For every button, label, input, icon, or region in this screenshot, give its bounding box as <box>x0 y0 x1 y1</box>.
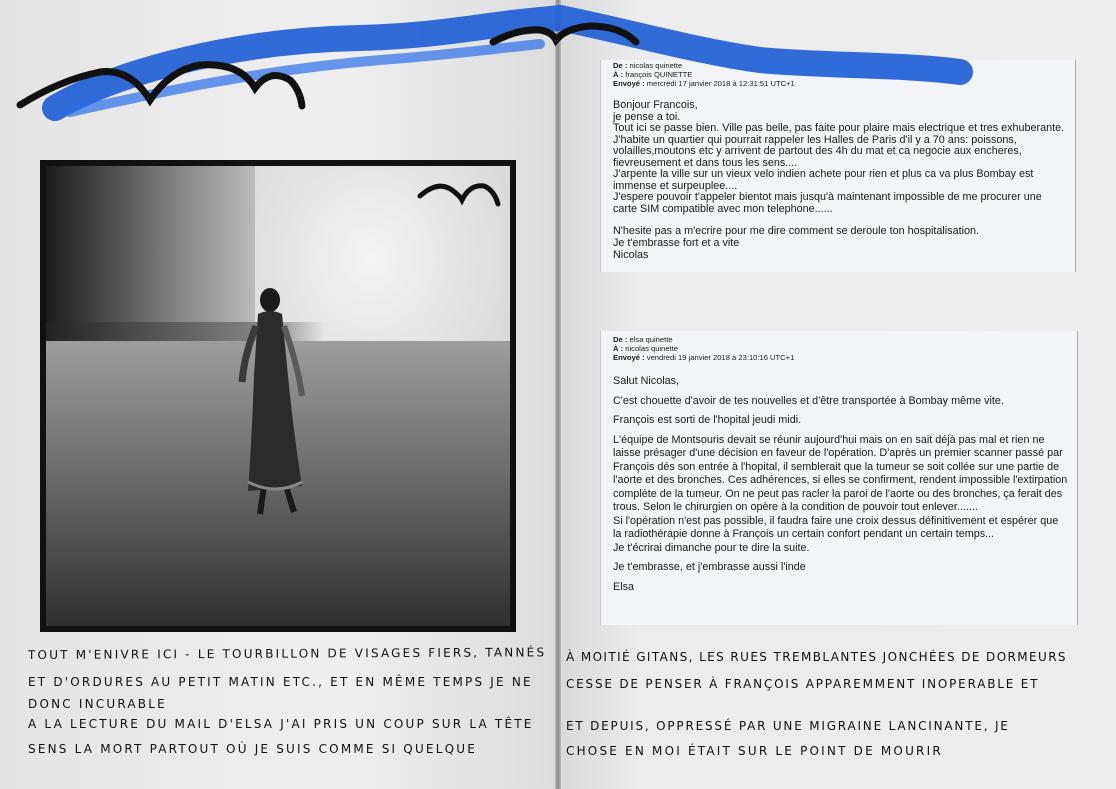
signature: Elsa <box>613 580 635 593</box>
handwriting-left-line-1: TOUT M'ENIVRE ICI - LE TOURBILLON DE VISAGES FIERS, TANNÉS <box>27 645 547 662</box>
handwriting-right-line-1: À MOITIÉ GITANS, LES RUES TREMBLANTES JONCHÉES DE DORMEURS <box>566 650 1067 664</box>
paragraph-3: L'équipe de Montsouris devait se réunir aujourd'hui mais on en sait déjà pas mal et rien ne laisse présager d'une décision en faveur de l'opération. D'après un premier scanner passé par François dés son entrée à l'hopital, il semblerait que la tumeur se soit collée sur une partie de l'aorte et des bronches. Ces adhérences, si elles se confirment, rendent impossible l'extirpation complète de la tumeur. On ne peut pas racler la paroi de l'aorte ou des bronches, ça ferait des trous. Selon le chirurgien on opère à la condition de pouvoir tout enlever....... <box>613 433 1068 513</box>
handwriting-left-line-4: A LA LECTURE DU MAIL D'ELSA J'AI PRIS UN COUP SUR LA TÊTE <box>28 717 534 731</box>
from-label: De : <box>613 61 628 70</box>
handwriting-right-line-2: CESSE DE PENSER À FRANÇOIS APPAREMMENT INOPERABLE ET <box>566 677 1040 691</box>
paragraph-1: Tout ici se passe bien. Ville pas belle, pas faite pour plaire mais electrique et tres exhuberante. J'habite un quartier qui pourrait rappeler les Halles de Paris d'il y a 70 ans: poissons, volailles,moutons etc y arrivent de partout des 4h du mat et ca negocie aux encheres, fievreusement et dans tous les sens.... <box>613 122 1065 169</box>
to-value: nicolas quinette <box>625 344 679 353</box>
greeting: Salut Nicolas, <box>613 375 680 387</box>
email-body <box>613 100 1068 249</box>
photo-woman-figure <box>236 286 306 516</box>
from-value: nicolas quinette <box>629 61 683 70</box>
handwriting-left-line-2: ET D'ORDURES AU PETIT MATIN ETC., ET EN MÊME TEMPS JE NE <box>28 675 533 689</box>
street-photograph-frame <box>40 160 516 632</box>
email-nicolas-to-francois <box>600 60 1076 272</box>
handwriting-left-line-5: SENS LA MORT PARTOUT OÙ JE SUIS COMME SI QUELQUE <box>28 742 478 756</box>
sent-value: mercredi 17 janvier 2018 à 12:31:51 UTC+1 <box>646 79 795 88</box>
closing: Je t'embrasse fort et a vite <box>613 236 740 249</box>
to-label: À : <box>613 70 624 79</box>
from-value: elsa quinette <box>629 335 673 344</box>
handwriting-left-line-3: DONC INCURABLE <box>28 697 167 711</box>
email-body <box>613 375 1068 594</box>
handwriting-right-line-4: ET DEPUIS, OPPRESSÉ PAR UNE MIGRAINE LANCINANTE, JE <box>566 719 1010 733</box>
sent-value: vendredi 19 janvier 2018 à 23:10:16 UTC+1 <box>646 353 795 362</box>
signature: Nicolas <box>613 249 649 261</box>
to-value: françois QUINETTE <box>625 70 693 79</box>
paragraph-4: N'hesite pas a m'ecrire pour me dire comment se deroule ton hospitalisation. <box>613 225 979 237</box>
sent-label: Envoyé : <box>613 79 645 88</box>
sent-label: Envoyé : <box>613 353 645 362</box>
email-header <box>613 335 794 362</box>
handwriting-right-line-5: CHOSE EN MOI ÉTAIT SUR LE POINT DE MOURIR <box>566 744 943 758</box>
paragraph-5: Je t'écrirai dimanche pour te dire la suite. <box>613 541 810 554</box>
to-label: À : <box>613 344 624 353</box>
paragraph-2: J'arpente la ville sur un vieux velo indien achete pour rien et plus ca va plus Bombay est immense et surpeuplee.... <box>613 168 1034 192</box>
paragraph-2: François est sorti de l'hopital jeudi midi. <box>613 414 802 426</box>
line-1: je pense a toi. <box>613 110 681 123</box>
book-gutter <box>555 0 561 789</box>
email-header <box>613 61 795 88</box>
from-label: De : <box>613 335 628 344</box>
paragraph-4: Si l'opération n'est pas possible, il faudra faire une croix dessus définitivement et espérer que la radiothérapie donne à François un certain confort pendant un certain temps... <box>613 514 1059 540</box>
greeting: Bonjour Francois, <box>613 99 698 111</box>
street-photograph <box>46 166 510 626</box>
paragraph-3: J'espere pouvoir t'appeler bientot mais jusqu'à maintenant impossible de me procurer une carte SIM compatible avec mon telephone...... <box>613 191 1042 215</box>
email-elsa-to-nicolas <box>600 331 1078 625</box>
paragraph-1: C'est chouette d'avoir de tes nouvelles et d'être transportée à Bombay même vite. <box>613 394 1004 407</box>
closing: Je t'embrasse, et j'embrasse aussi l'inde <box>613 561 806 573</box>
